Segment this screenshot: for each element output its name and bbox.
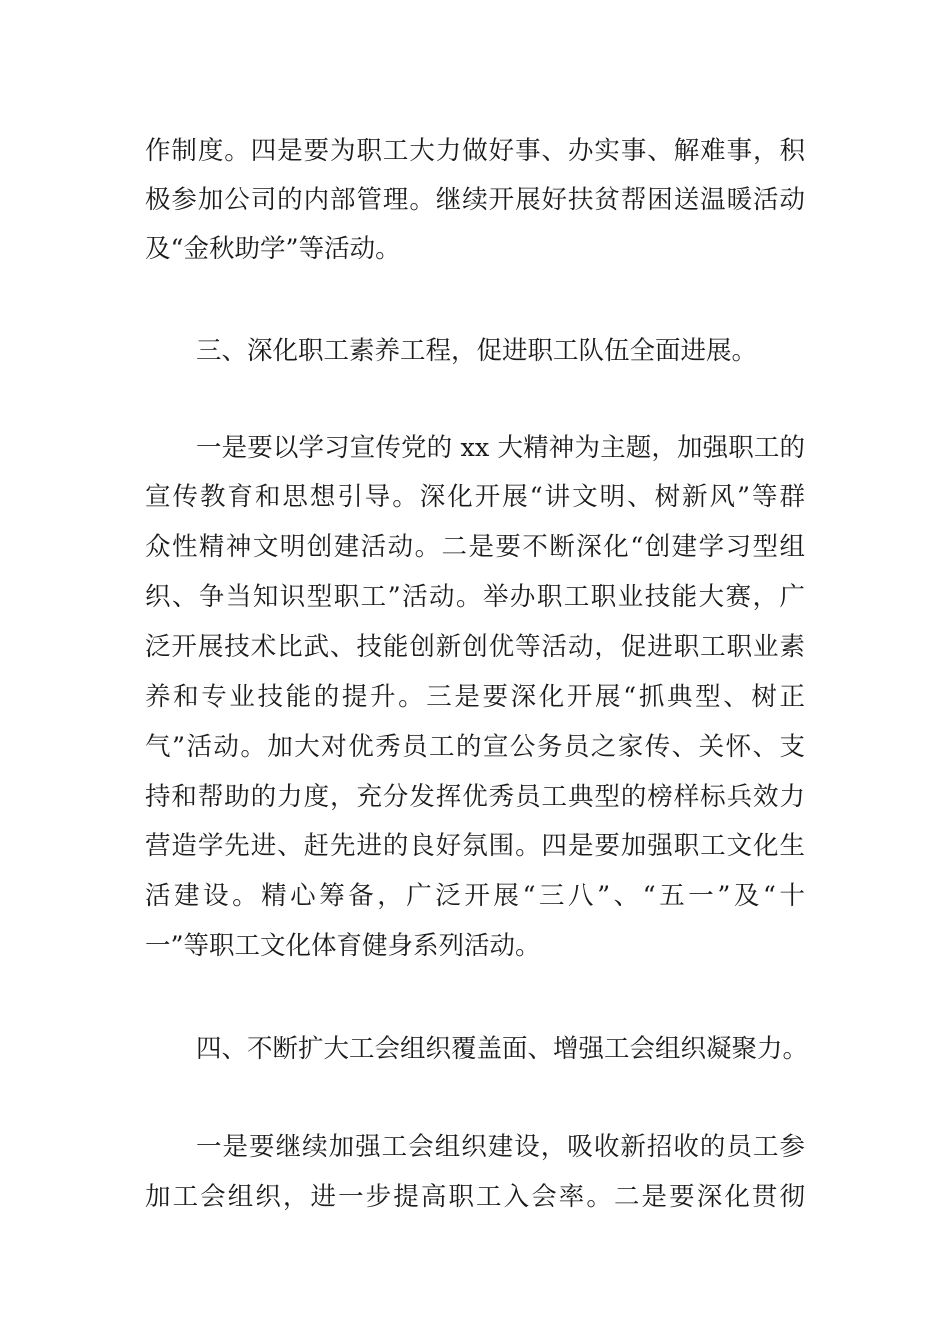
text-line: 宣传教育和思想引导。深化开展“讲文明、树新风”等群 xyxy=(145,482,805,512)
text-line: 极参加公司的内部管理。继续开展好扶贫帮困送温暖活动 xyxy=(145,185,805,215)
text-line: 作制度。四是要为职工大力做好事、办实事、解难事，积 xyxy=(145,136,805,166)
text-line: 加工会组织，进一步提高职工入会率。二是要深化贯彻 xyxy=(145,1182,805,1212)
text-line: 织、争当知识型职工”活动。举办职工职业技能大赛，广 xyxy=(145,582,805,612)
text-line: 及“金秋助学”等活动。 xyxy=(145,234,401,264)
text-line: 众性精神文明创建活动。二是要不断深化“创建学习型组 xyxy=(145,532,805,562)
text-line: 一是要继续加强工会组织建设，吸收新招收的员工参 xyxy=(196,1132,805,1162)
text-line: 一是要以学习宣传党的 xx 大精神为主题，加强职工的 xyxy=(196,433,805,463)
text-line: 一”等职工文化体育健身系列活动。 xyxy=(145,931,541,961)
section-heading: 三、深化职工素养工程，促进职工队伍全面进展。 xyxy=(196,336,758,366)
text-line: 活建设。精心筹备，广泛开展“三八”、“五一”及“十 xyxy=(145,881,805,911)
text-line: 气”活动。加大对优秀员工的宣公务员之家传、关怀、支 xyxy=(145,732,805,762)
section-heading: 四、不断扩大工会组织覆盖面、增强工会组织凝聚力。 xyxy=(196,1034,809,1064)
text-line: 养和专业技能的提升。三是要深化开展“抓典型、树正 xyxy=(145,682,805,712)
text-line: 泛开展技术比武、技能创新创优等活动，促进职工职业素 xyxy=(145,632,805,662)
text-line: 持和帮助的力度，充分发挥优秀员工典型的榜样标兵效力 xyxy=(145,782,805,812)
text-line: 营造学先进、赶先进的良好氛围。四是要加强职工文化生 xyxy=(145,831,805,861)
